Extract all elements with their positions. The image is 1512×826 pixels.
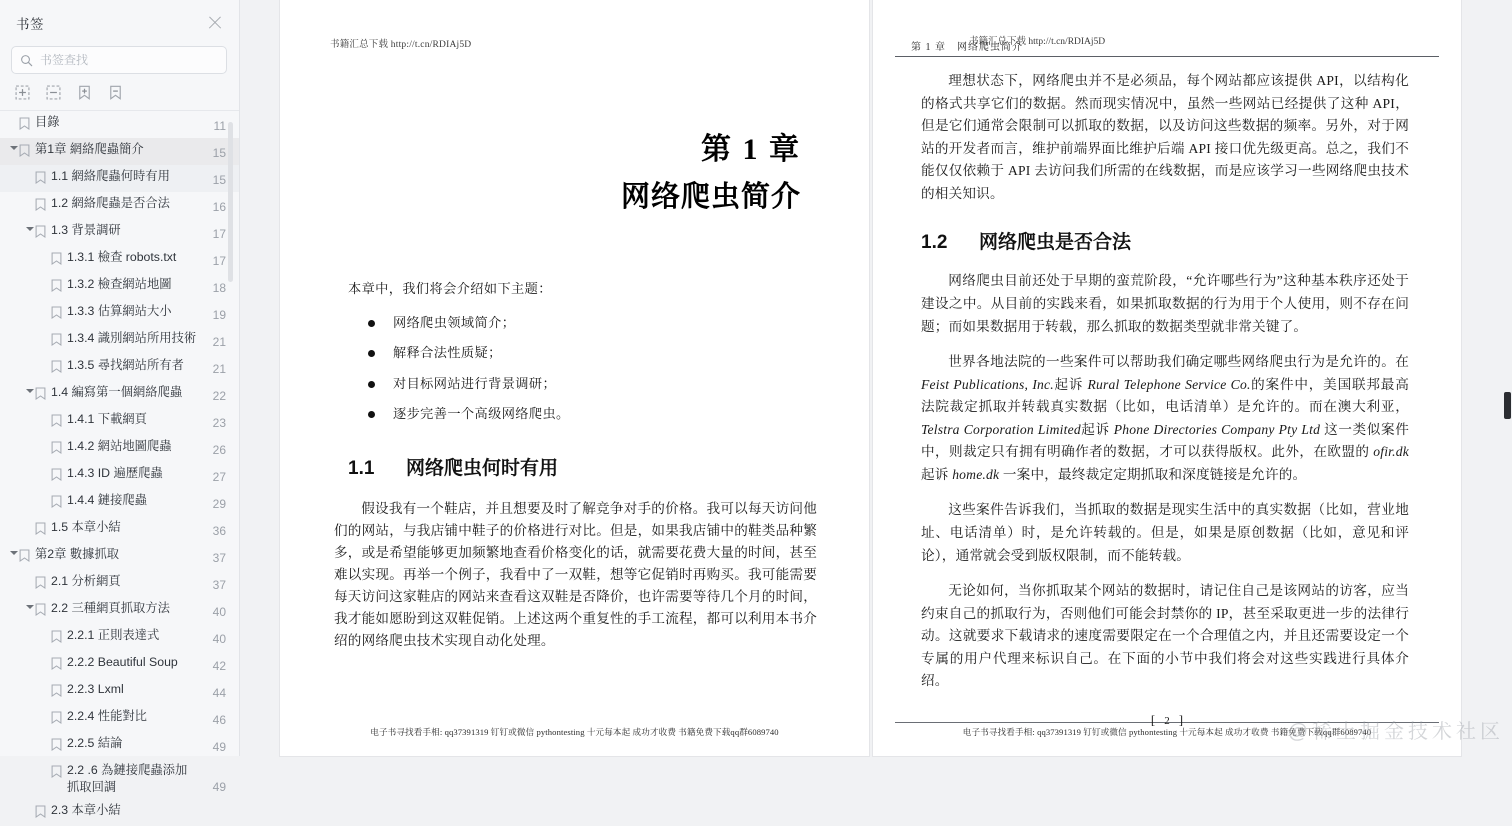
- page-top-watermark: 书籍汇总下载 http://t.cn/RDIAj5D: [330, 40, 472, 50]
- header-rule: [895, 56, 1439, 57]
- bookmark-item-15[interactable]: [0, 516, 239, 543]
- bookmark-label: 2.1 分析網頁: [51, 574, 121, 588]
- bookmark-icon: [51, 303, 62, 324]
- bookmark-icon: [51, 762, 62, 783]
- caret-spacer: [40, 492, 51, 497]
- bookmark-page-number: 42: [212, 659, 226, 673]
- bookmark-label: 2.2.5 結論: [67, 736, 123, 750]
- bookmark-label: 目錄: [35, 115, 60, 129]
- section-number: 1.1: [348, 457, 375, 479]
- cases-text-5: 这一类似案件中，则裁定只有拥有明确作者的数据，才可以获得版权。此外，在欧盟的: [921, 421, 1409, 460]
- bracket-left: [: [1150, 712, 1156, 727]
- caret-spacer: [40, 330, 51, 335]
- caret-spacer: [40, 654, 51, 659]
- bookmark-page-number: 15: [212, 173, 226, 187]
- bookmark-label: 1.5 本章小結: [51, 520, 121, 534]
- bookmark-icon: [51, 465, 62, 486]
- legality-paragraph-3: 无论如何，当你抓取某个网站的数据时，请记住自己是该网站的访客，应当约束自己的抓取行为，否则他们可能会封禁你的 IP，甚至采取更进一步的法律行动。这就要求下载请求的速度需要限定在一个合理值之内，并且还需要设定一个专属的用户代理来标识自己。在下面的小节中我们将会对这些实践进行具体介绍。: [921, 583, 1409, 689]
- caret-spacer: [40, 303, 51, 308]
- section-paragraph: 假设我有一个鞋店，并且想要及时了解竞争对手的价格。我可以每天访问他们的网站，与我店铺中鞋子的价格进行对比。但是，如果我店铺中的鞋类品种繁多，或是希望能够更加频繁地查看价格变化的话，就需要花费大量的时间，甚至难以实现。再举一个例子，我看中了一双鞋，想等它促销时再购买。我可能需要每天访问这家鞋店的网站来查看这双鞋是否降价，也许需要等待几个月的时间，我才能如愿盼到这双鞋促销。上述这两个重复性的手工流程，都可以利用本书介绍的网络爬虫技术实现自动化处理。: [334, 500, 817, 648]
- chevron-down-icon[interactable]: [24, 222, 35, 231]
- bookmark-label: 第2章 數據抓取: [35, 547, 120, 561]
- bookmark-label: 1.3.1 檢查 robots.txt: [67, 250, 177, 264]
- topic-bullet-3: 逐步完善一个高级网络爬虫。: [368, 404, 869, 424]
- case-name-6: home.dk: [952, 466, 1000, 482]
- caret-spacer: [40, 627, 51, 632]
- bookmark-sidebar: [0, 0, 240, 817]
- caret-spacer: [40, 438, 51, 443]
- case-name-2: Rural Telephone Service Co.: [1087, 376, 1251, 392]
- bookmark-page-number: 23: [212, 416, 226, 430]
- legality-paragraph-1: 网络爬虫目前还处于早期的蛮荒阶段，“允许哪些行为”这种基本秩序还处于建设之中。从目前的实践来看，如果抓取数据的行为用于个人使用，则不存在问题；而如果数据用于转载，那么抓取的数据类型就非常关键了。: [921, 273, 1409, 334]
- chevron-down-icon[interactable]: [8, 141, 19, 150]
- sidebar-toolbar: [0, 74, 239, 111]
- caret-spacer: [40, 708, 51, 713]
- bookmark-icon: [35, 195, 46, 216]
- caret-spacer: [24, 519, 35, 524]
- bookmark-item-23[interactable]: [0, 732, 239, 759]
- bookmark-icon: [51, 492, 62, 513]
- juejin-watermark: @稀土掘金技术社区: [1287, 721, 1504, 743]
- cases-text-7: 一案中，最终裁定定期抓取和深度链接是允许的。: [999, 466, 1307, 482]
- bookmark-label: 1.4.1 下載網頁: [67, 412, 147, 426]
- bookmark-label: 2.2 .6 為鏈接爬蟲添加抓取回調: [67, 763, 188, 794]
- bookmark-item-10[interactable]: [0, 381, 239, 408]
- topic-bullet-1: 解释合法性质疑；: [368, 343, 869, 363]
- bookmark-page-number: 26: [212, 443, 226, 457]
- bookmark-label: 第1章 網絡爬蟲簡介: [35, 142, 144, 156]
- bookmark-icon: [51, 708, 62, 729]
- bookmark-page-number: 17: [212, 254, 226, 268]
- bookmark-page-number: 19: [212, 308, 226, 322]
- bookmark-item-7[interactable]: [0, 300, 239, 327]
- caret-spacer: [40, 735, 51, 740]
- add-bookmark-icon[interactable]: [76, 84, 93, 101]
- bookmark-item-4[interactable]: [0, 219, 239, 246]
- bookmark-page-number: 11: [213, 119, 226, 133]
- caret-spacer: [24, 168, 35, 173]
- bookmark-page-number: 44: [212, 686, 226, 700]
- caret-spacer: [40, 411, 51, 416]
- page-footer-left: 电子书寻找看手相: qq37391319 钉钉或微信 pythontesting 十元每本起 成功才收费 书籍免费下载qq群6089740: [370, 727, 779, 737]
- expand-all-icon[interactable]: [14, 84, 31, 101]
- bookmark-tree: [0, 111, 239, 817]
- case-name-1: Feist Publications, Inc.: [921, 376, 1054, 392]
- bookmark-icon: [35, 600, 46, 621]
- sidebar-scrollbar-thumb[interactable]: [228, 122, 233, 282]
- bookmark-icon: [51, 357, 62, 378]
- section-number-right: 1.2: [921, 232, 948, 254]
- bookmark-item-20[interactable]: [0, 651, 239, 678]
- bookmark-page-number: 37: [212, 578, 226, 592]
- bookmark-page-number: 36: [212, 524, 226, 538]
- bookmark-item-11[interactable]: [0, 408, 239, 435]
- bookmark-icon: [51, 330, 62, 351]
- caret-spacer: [8, 114, 19, 119]
- bookmark-page-number: 21: [212, 362, 226, 376]
- bookmark-icon: [51, 438, 62, 459]
- close-icon[interactable]: [205, 13, 225, 33]
- bracket-right: ]: [1178, 712, 1184, 727]
- bookmark-item-24[interactable]: [0, 759, 239, 799]
- right-page-body: [873, 0, 1461, 693]
- caret-spacer: [24, 573, 35, 578]
- bookmark-item-21[interactable]: [0, 678, 239, 705]
- bookmark-tree-scroll[interactable]: [0, 111, 239, 817]
- cases-text-1: 世界各地法院的一些案件可以帮助我们确定哪些网络爬虫行为是允许的。在: [948, 354, 1409, 370]
- viewer-scrollbar-thumb[interactable]: [1504, 392, 1511, 419]
- bookmark-label: 1.3.5 尋找網站所有者: [67, 358, 184, 372]
- page-footer-right: 电子书寻找看手相: qq37391319 钉钉或微信 pythontesting 十元每本起 成功才收费 书籍免费下载qq群6089740: [962, 727, 1372, 737]
- bookmark-item-6[interactable]: [0, 273, 239, 300]
- chevron-down-icon[interactable]: [24, 600, 35, 609]
- bookmark-label: 1.3 背景調研: [51, 223, 121, 237]
- bookmark-icon: [19, 141, 30, 162]
- page-number: 2: [1164, 715, 1170, 727]
- bookmark-page-number: 16: [212, 200, 226, 214]
- page-container: [240, 0, 1461, 756]
- bookmark-item-9[interactable]: [0, 354, 239, 381]
- case-name-3: Telstra Corporation Limited: [921, 421, 1081, 437]
- bookmark-item-16[interactable]: [0, 543, 239, 570]
- sidebar-header: [0, 6, 239, 40]
- bookmark-page-number: 40: [212, 632, 226, 646]
- bookmark-page-number: 27: [212, 470, 226, 484]
- bookmark-item-0[interactable]: [0, 111, 239, 138]
- bookmark-icon: [51, 627, 62, 648]
- page-top-watermark-right: 书籍汇总下载 http://t.cn/RDIAj5D: [969, 37, 1106, 47]
- legality-paragraph-2: 这些案件告诉我们，当抓取的数据是现实生活中的真实数据（比如，营业地址、电话清单）时，是允许转载的。但是，如果是原创数据（比如，意见和评论），通常就会受到版权限制，而不能转载。: [921, 502, 1409, 563]
- bookmark-page-number: 40: [212, 605, 226, 619]
- case-name-5: ofir.dk: [1373, 444, 1409, 460]
- running-head: 第 1 章 网络爬虫简介: [911, 42, 1023, 53]
- bookmark-icon: [35, 168, 46, 189]
- case-name-4: Phone Directories Company Pty Ltd: [1113, 421, 1321, 437]
- section-heading-1-2: [921, 227, 1409, 254]
- bookmark-page-number: 37: [212, 551, 226, 565]
- bookmark-item-12[interactable]: [0, 435, 239, 462]
- bookmark-label: 1.4.2 網站地圖爬蟲: [67, 439, 172, 453]
- search-icon: [20, 54, 33, 67]
- chapter-title: 网络爬虫简介: [620, 181, 801, 213]
- collapse-all-icon[interactable]: [45, 84, 62, 101]
- bookmark-icon: [19, 114, 30, 135]
- section-title: 网络爬虫何时有用: [406, 457, 559, 479]
- bookmark-item-22[interactable]: [0, 705, 239, 732]
- bookmark-page-number: 49: [212, 740, 226, 754]
- bookmark-label: 2.2.3 Lxml: [67, 682, 124, 696]
- bookmark-page-number: 21: [212, 335, 226, 349]
- section-heading-1-1: [348, 453, 801, 480]
- bookmark-item-19[interactable]: [0, 624, 239, 651]
- bookmark-item-25[interactable]: [0, 799, 239, 826]
- bookmark-item-8[interactable]: [0, 327, 239, 354]
- caret-spacer: [40, 249, 51, 254]
- cases-text-4: 起诉: [1080, 421, 1114, 437]
- bookmark-item-5[interactable]: [0, 246, 239, 273]
- bookmark-label: 2.2.2 Beautiful Soup: [67, 655, 178, 669]
- pdf-page-right: [873, 0, 1461, 756]
- caret-spacer: [40, 465, 51, 470]
- section-title-right: 网络爬虫是否合法: [979, 232, 1132, 254]
- bookmark-page-number: 22: [212, 389, 226, 403]
- caret-spacer: [40, 762, 51, 767]
- bookmark-icon: [51, 276, 62, 297]
- intro-paragraph: 理想状态下，网络爬虫并不是必须品，每个网站都应该提供 API，以结构化的格式共享它们的数据。然而现实情况中，虽然一些网站已经提供了这种 API，但是它们通常会限制可以抓取的数据，以及访问这些数据的频率。另外，对于网站的开发者而言，维护前端界面比维护后端 API 接口优先级更高。总之，我们不能仅仅依赖于 API 去访问我们所需的在线数据，而是应该学习一些网络爬虫技术的相关知识。: [921, 73, 1409, 201]
- bookmark-icon: [35, 519, 46, 540]
- bookmark-label: 1.4.4 鏈接爬蟲: [67, 493, 147, 507]
- bookmark-label: 1.3.3 估算網站大小: [67, 304, 172, 318]
- bookmark-page-number: 17: [212, 227, 226, 241]
- bookmark-search-box[interactable]: [11, 46, 227, 74]
- bookmark-item-17[interactable]: [0, 570, 239, 597]
- legality-cases-paragraph: [921, 351, 1409, 486]
- cases-text-2: 起诉: [1053, 376, 1088, 392]
- caret-spacer: [40, 276, 51, 281]
- bookmark-item-3[interactable]: [0, 192, 239, 219]
- bookmark-icon: [35, 573, 46, 594]
- bookmark-label: 1.4.3 ID 遍歷爬蟲: [67, 466, 163, 480]
- bookmark-item-18[interactable]: [0, 597, 239, 624]
- chevron-down-icon[interactable]: [8, 546, 19, 555]
- bookmark-page-number: 29: [212, 497, 226, 511]
- bookmark-label: 1.1 網絡爬蟲何時有用: [51, 169, 170, 183]
- bookmark-label: 2.3 本章小結: [51, 803, 121, 817]
- bookmark-item-1[interactable]: [0, 138, 239, 165]
- bookmark-label: 1.4 編寫第一個網絡爬蟲: [51, 385, 183, 399]
- topic-bullet-2: 对目标网站进行背景调研；: [368, 374, 869, 394]
- chapter-lead-in: 本章中，我们将会介绍如下主题：: [348, 281, 552, 296]
- chapter-number: 第 1 章: [701, 133, 801, 166]
- search-input[interactable]: [40, 53, 218, 67]
- topic-bullet-0: 网络爬虫领域简介；: [368, 313, 869, 333]
- bookmark-icon: [51, 411, 62, 432]
- bookmark-icon: [35, 384, 46, 405]
- bookmark-icon: [51, 654, 62, 675]
- bookmark-page-number: 49: [212, 780, 226, 794]
- bookmark-icon: [35, 222, 46, 243]
- bookmark-item-2[interactable]: [0, 165, 239, 192]
- remove-bookmark-icon[interactable]: [107, 84, 124, 101]
- bookmark-icon: [35, 802, 46, 823]
- bookmark-icon: [19, 546, 30, 567]
- cases-text-3: 的案件中，美国联邦最高法院裁定抓取并转载真实数据（比如，电话清单）是允许的。而在澳大利亚，: [921, 376, 1409, 415]
- cases-text-6: 起诉: [921, 466, 953, 482]
- bookmark-label: 1.3.4 識別網站所用技術: [67, 331, 197, 345]
- bookmark-icon: [51, 249, 62, 270]
- bookmark-page-number: 15: [212, 146, 226, 160]
- bookmark-item-13[interactable]: [0, 462, 239, 489]
- chevron-down-icon[interactable]: [24, 384, 35, 393]
- bookmark-icon: [51, 735, 62, 756]
- pdf-page-left: [280, 0, 869, 756]
- bookmark-label: 2.2.4 性能對比: [67, 709, 147, 723]
- bookmark-label: 1.3.2 檢查網站地圖: [67, 277, 172, 291]
- caret-spacer: [40, 357, 51, 362]
- bookmark-icon: [51, 681, 62, 702]
- bookmark-page-number: 46: [212, 713, 226, 727]
- bookmark-label: 1.2 網絡爬蟲是否合法: [51, 196, 170, 210]
- document-viewer[interactable]: [240, 0, 1512, 756]
- bookmark-label: 2.2.1 正則表達式: [67, 628, 160, 642]
- caret-spacer: [24, 802, 35, 807]
- bookmark-page-number: 18: [212, 281, 226, 295]
- bookmark-label: 2.2 三種網頁抓取方法: [51, 601, 170, 615]
- caret-spacer: [40, 681, 51, 686]
- sidebar-title: 书签: [16, 17, 44, 32]
- caret-spacer: [24, 195, 35, 200]
- chapter-topic-list: [368, 313, 869, 425]
- search-container: [0, 40, 239, 74]
- bookmark-item-14[interactable]: [0, 489, 239, 516]
